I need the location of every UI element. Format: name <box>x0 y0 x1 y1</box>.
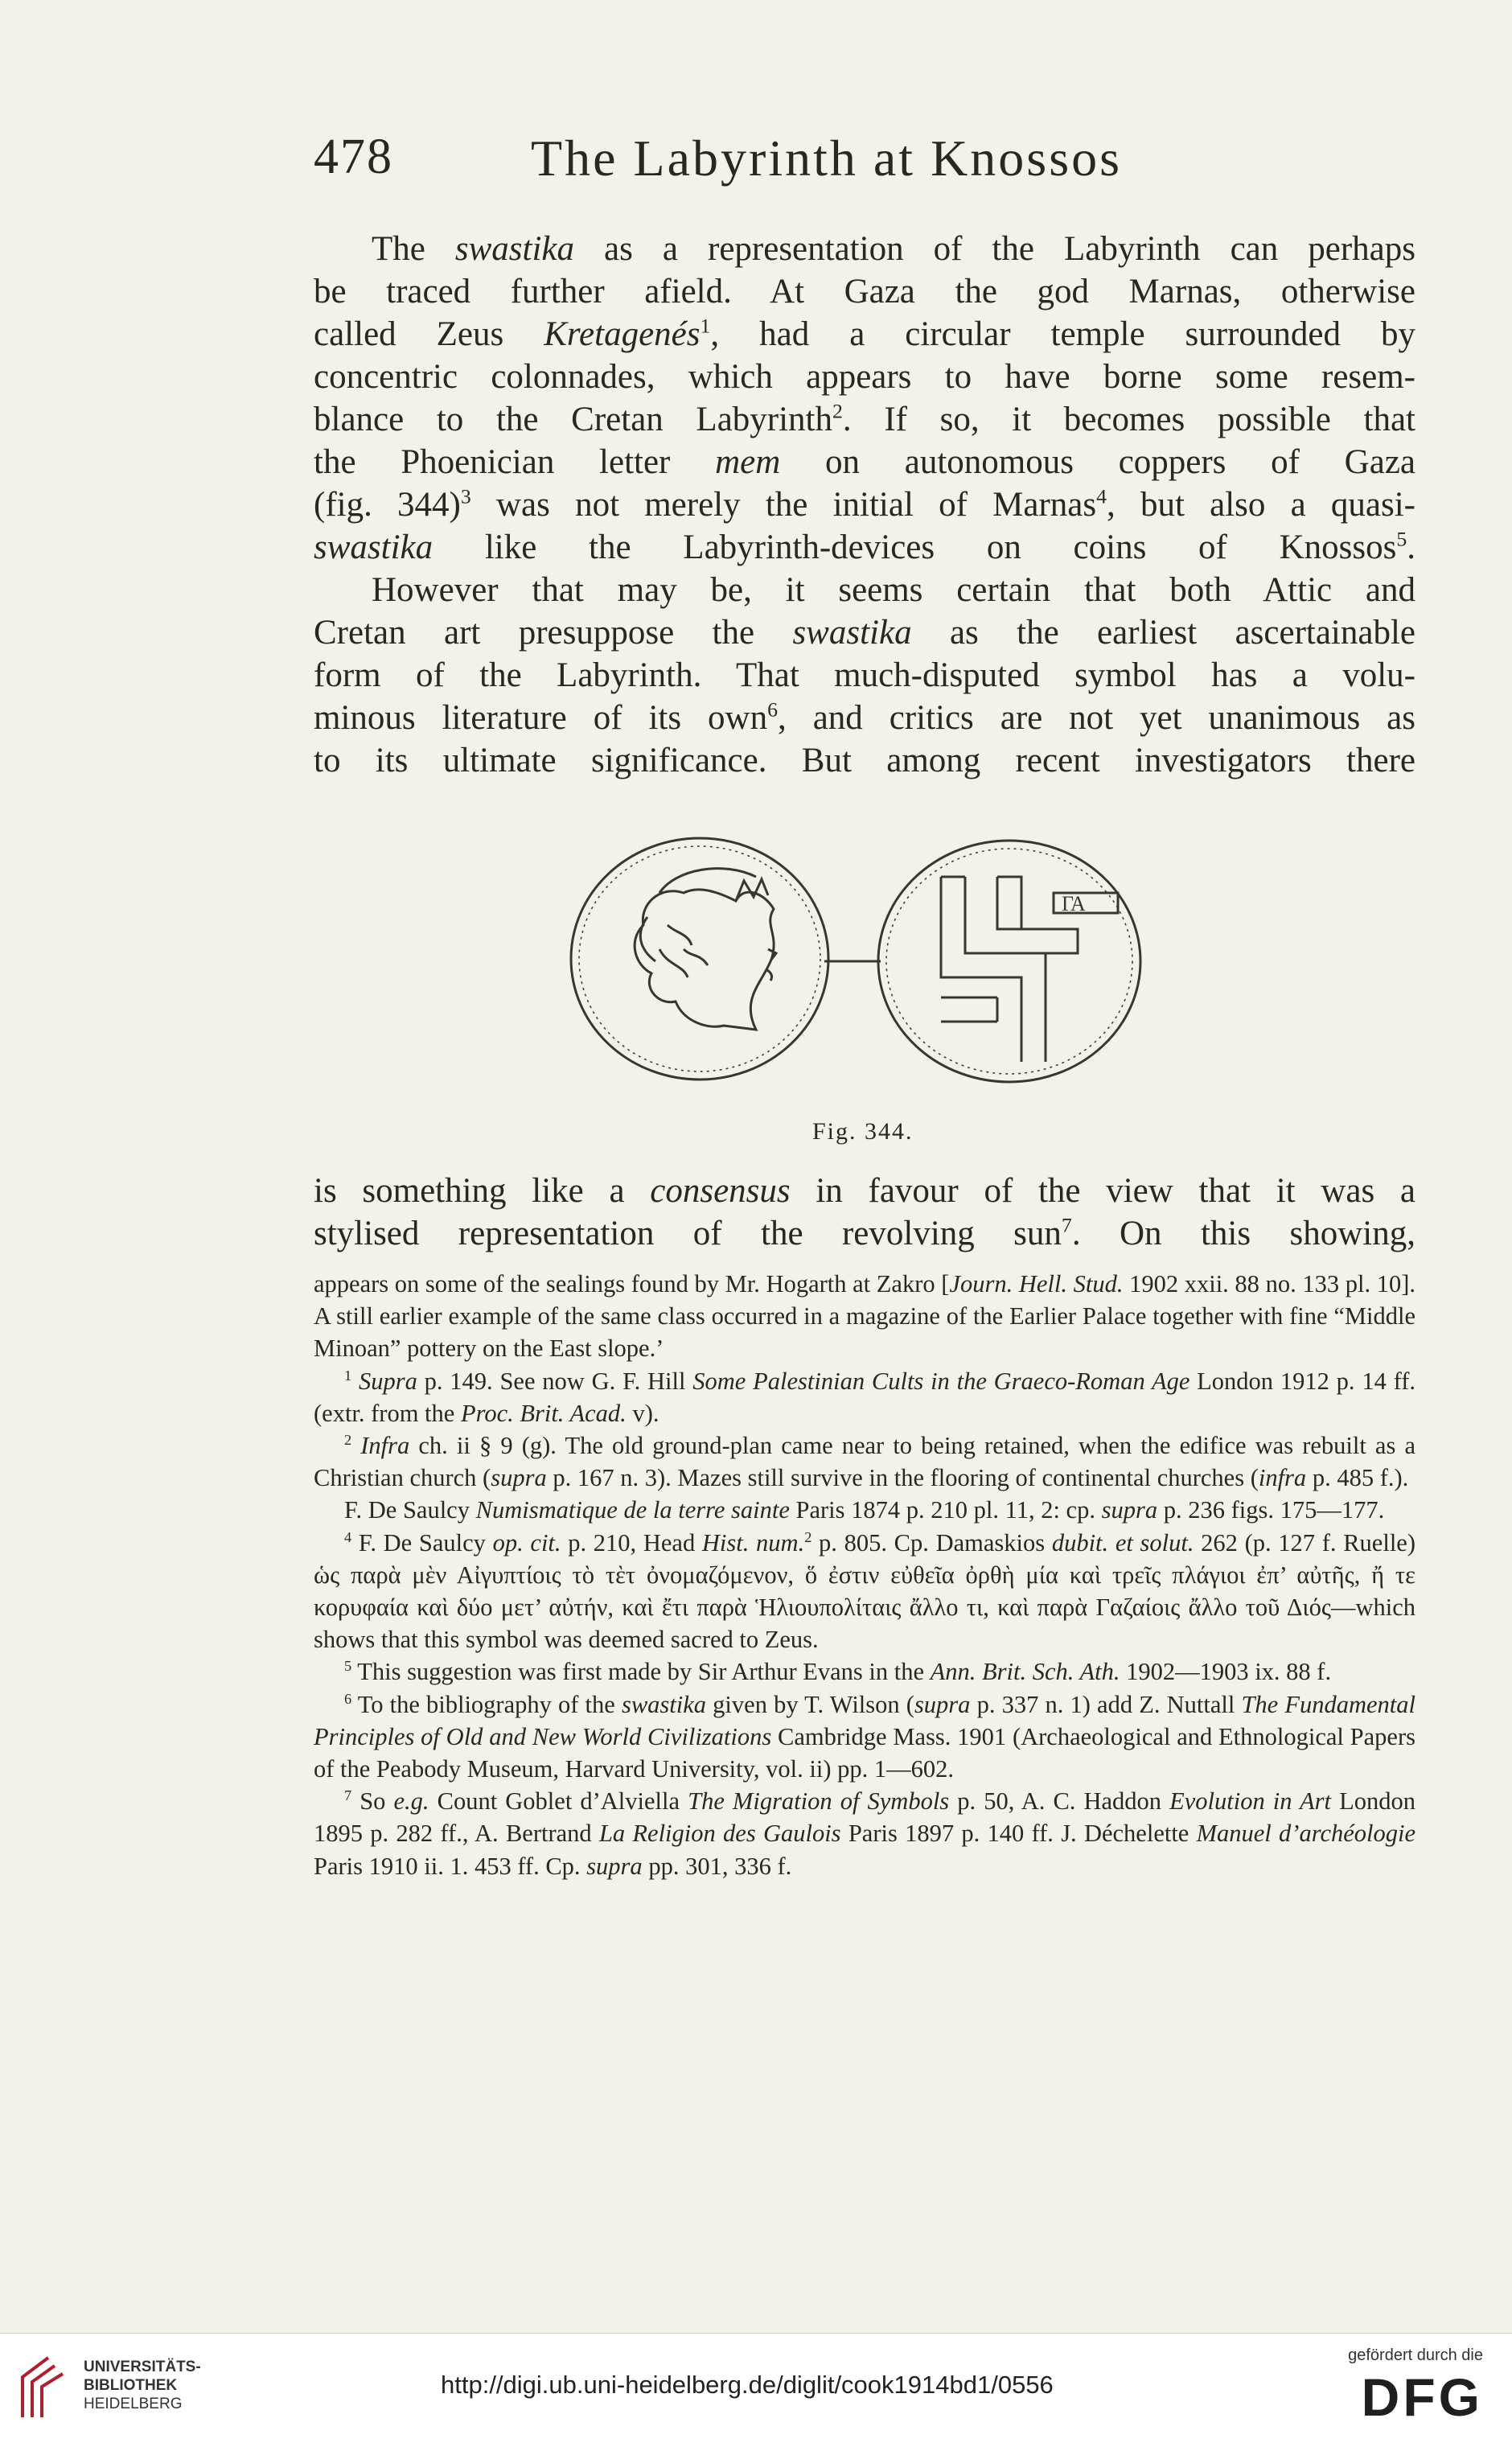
text-line: concentric colonnades, which appears to have borne some resem- <box>314 358 1415 396</box>
main-text-bottom <box>314 1170 1415 1255</box>
text-line: stylised representation of the revolving sun$^7$. On this showing, <box>314 1213 1415 1252</box>
footnotes <box>314 1268 1415 1882</box>
text-line: The swastika as a representation of the Labyrinth can perhaps <box>372 230 1415 268</box>
main-text-top <box>314 228 1415 782</box>
text-line: minous literature of its own$^6$, and critics are not yet unanimous as <box>314 697 1416 737</box>
figure-caption: Fig. 344. <box>812 1118 914 1145</box>
footnote: $^4$ F. De Saulcy op. cit. p. 210, Head Hist. num.$^2$ p. 805. Cp. Damaskios dubit. et solut. 262 (p. 127 f. Ruelle) ὡς παρὰ μὲν Αἰγυπτίοις τὸ τὲτ ὀνομαζόμενον, ὅ ἐστιν εὐθεῖα ὀρθὴ μία καὶ τρεῖς πλάγιοι ἐπ’ αὐτῆς, ἤ τε κορυφαία καὶ δύο μετ’ αὐτήν, καὶ ἔτι παρὰ Ἡλιουπολίταις ἄλλο τι, καὶ παρὰ Γαζαίοις ἄλλο τοῦ Διός—which shows that this symbol was deemed sacred to Zeus. <box>314 1528 1415 1654</box>
coin-legend: ΓΑ <box>1062 892 1086 915</box>
text-line: Cretan art presuppose the swastika as the earliest ascertainable <box>314 614 1415 652</box>
text-line: swastika like the Labyrinth-devices on coins of Knossos$^5$. <box>314 527 1415 566</box>
footnote: $^7$ So e.g. Count Goblet d’Alviella The Migration of Symbols p. 50, A. C. Haddon Evolution in Art London 1895 p. 282 ff., A. Bertrand La Religion des Gaulois Paris 1897 p. 140 ff. J. Déchelette Manuel d’archéologie Paris 1910 ii. 1. 453 ff. Cp. supra pp. 301, 336 f. <box>314 1787 1416 1880</box>
page-header <box>314 129 1440 201</box>
footnote: $^1$ Supra p. 149. See now G. F. Hill Some Palestinian Cults in the Graeco-Roman Age London 1912 p. 14 ff. (extr. from the Proc. Brit. Acad. v). <box>314 1367 1416 1427</box>
sponsor <box>1322 2346 1483 2429</box>
text-line: the Phoenician letter mem on autonomous coppers of Gaza <box>314 443 1415 481</box>
text-line: However that may be, it seems certain that both Attic and <box>372 571 1415 609</box>
text-line: (fig. 344)$^3$ was not merely the initial of Marnas$^4$, but also a quasi- <box>314 484 1415 524</box>
coin-obverse <box>571 838 828 1080</box>
permalink-url[interactable]: http://digi.ub.uni-heidelberg.de/diglit/cook1914bd1/0556 <box>441 2371 1054 2399</box>
running-title: The Labyrinth at Knossos <box>531 130 1122 187</box>
coin-figure <box>563 829 1158 1094</box>
library-footer <box>0 2333 1512 2447</box>
footnote: F. De Saulcy Numismatique de la terre sainte Paris 1874 p. 210 pl. 11, 2: cp. supra p. 236 figs. 175—177. <box>344 1496 1385 1524</box>
sponsor-text: gefördert durch die <box>1348 2346 1483 2364</box>
page-number: 478 <box>314 130 393 184</box>
dfg-logo: DFG <box>1361 2367 1483 2427</box>
text-line: blance to the Cretan Labyrinth$^2$. If so, it becomes possible that <box>314 399 1415 438</box>
footnote: $^2$ Infra ch. ii § 9 (g). The old ground-plan came near to being retained, when the edifice was rebuilt as a Christian church (supra p. 167 n. 3). Mazes still survive in the flooring of continental churches (infra p. 485 f.). <box>314 1431 1415 1492</box>
footnote: appears on some of the sealings found by Mr. Hogarth at Zakro [Journ. Hell. Stud. 1902 xxii. 88 no. 133 pl. 10]. A still earlier example of the same class occurred in a magazine of the Earlier Palace together with fine “Middle Minoan” pottery on the East slope.’ <box>314 1270 1415 1363</box>
text-line: is something like a consensus in favour of the view that it was a <box>314 1172 1415 1210</box>
library-name: UNIVERSITÄTS- BIBLIOTHEK HEIDELBERG <box>84 2359 201 2412</box>
text-line: to its ultimate significance. But among recent investigators there <box>314 742 1415 779</box>
text-line: form of the Labyrinth. That much-disputed symbol has a volu- <box>314 656 1415 694</box>
footnote: $^6$ To the bibliography of the swastika given by T. Wilson (supra p. 337 n. 1) add Z. Nuttall The Fundamental Principles of Old and New World Civilizations Cambridge Mass. 1901 (Archaeological and Ethnological Papers of the Peabody Museum, Harvard University, vol. ii) pp. 1—602. <box>314 1690 1415 1783</box>
text-line: be traced further afield. At Gaza the god Marnas, otherwise <box>314 273 1415 311</box>
text-line: called Zeus Kretagenés$^1$, had a circular temple surrounded by <box>314 314 1415 353</box>
footnote: $^5$ This suggestion was first made by Sir Arthur Evans in the Ann. Brit. Sch. Ath. 1902—1903 ix. 88 f. <box>344 1658 1332 1686</box>
coin-reverse <box>878 841 1140 1082</box>
university-library-logo <box>16 2353 71 2420</box>
